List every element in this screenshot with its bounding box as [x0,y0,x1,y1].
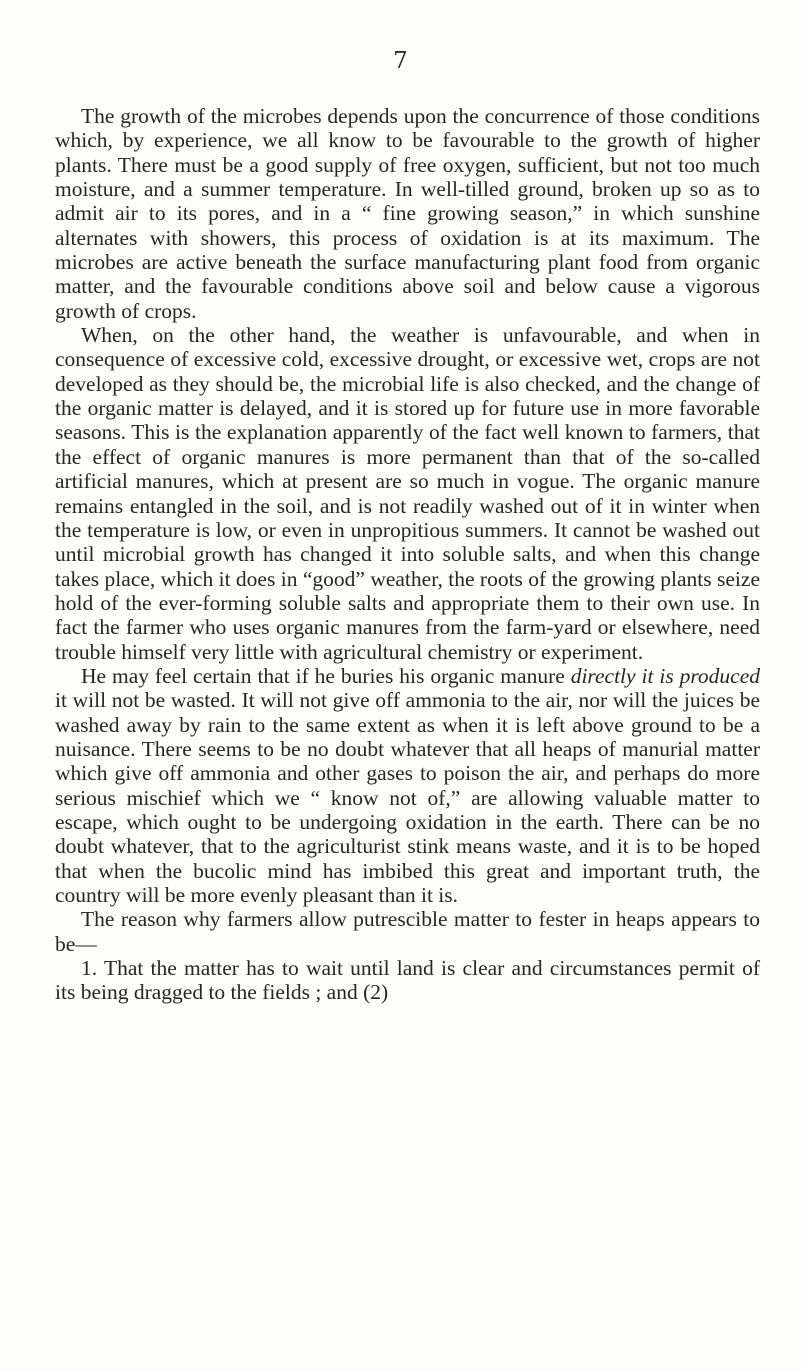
page-number: 7 [393,48,408,74]
paragraph-text-after: it will not be wasted. It will not give off ammonia to the air, nor will the juices be washed away by rain to the same extent as when it is left above ground to be a nuisance. There seems to be no doubt whatever that all heaps of manurial matter which give off ammonia and other gases to poison the air, and perhaps do more serious mischief which we “ know not of,” are allowing valuable matter to escape, which ought to be undergoing oxidation in the earth. There can be no doubt whatever, that to the agriculturist stink means waste, and it is to be hoped that when the bucolic mind has imbibed this great and important truth, the country will be more evenly pleasant than it is. [55,688,760,907]
paragraph-numbered-reason-1: 1. That the matter has to wait until land is clear and circumstances permit of its being dragged to the fields ; and (2) [55,956,760,1005]
italic-phrase: directly it is produced [570,663,761,688]
paragraph-reason-heaps: The reason why farmers allow putrescible matter to fester in heaps appears to be— [55,907,760,956]
body-text [55,104,760,1005]
paragraph-unfavourable-weather: When, on the other hand, the weather is unfavourable, and when in consequence of excessive cold, excessive drought, or excessive wet, crops are not developed as they should be, the microbial life is also checked, and the change of the organic matter is delayed, and it is stored up for future use in more favorable seasons. This is the explanation apparently of the fact well known to farmers, that the effect of organic manures is more permanent than that of the so-called artificial manures, which at present are so much in vogue. The organic manure remains entangled in the soil, and is not readily washed out of it in winter when the temperature is low, or even in unpropitious summers. It cannot be washed out until microbial growth has changed it into soluble salts, and when this change takes place, which it does in “good” weather, the roots of the growing plants seize hold of the ever-forming soluble salts and appropriate them to their own use. In fact the farmer who uses organic manures from the farm-yard or elsewhere, need trouble himself very little with agricultural chemistry or experiment. [55,323,760,664]
paragraph-text-before: He may feel certain that if he buries his organic manure [81,663,571,688]
paragraph-buried-manure [55,664,760,907]
paragraph-growth-conditions: The growth of the microbes depends upon the concurrence of those conditions which, by experience, we all know to be favourable to the growth of higher plants. There must be a good supply of free oxygen, sufficient, but not too much moisture, and a summer temperature. In well-tilled ground, broken up so as to admit air to its pores, and in a “ fine growing season,” in which sunshine alternates with showers, this process of oxidation is at its maximum. The microbes are active beneath the surface manufacturing plant food from organic matter, and the favourable conditions above soil and below cause a vigorous growth of crops. [55,104,760,323]
